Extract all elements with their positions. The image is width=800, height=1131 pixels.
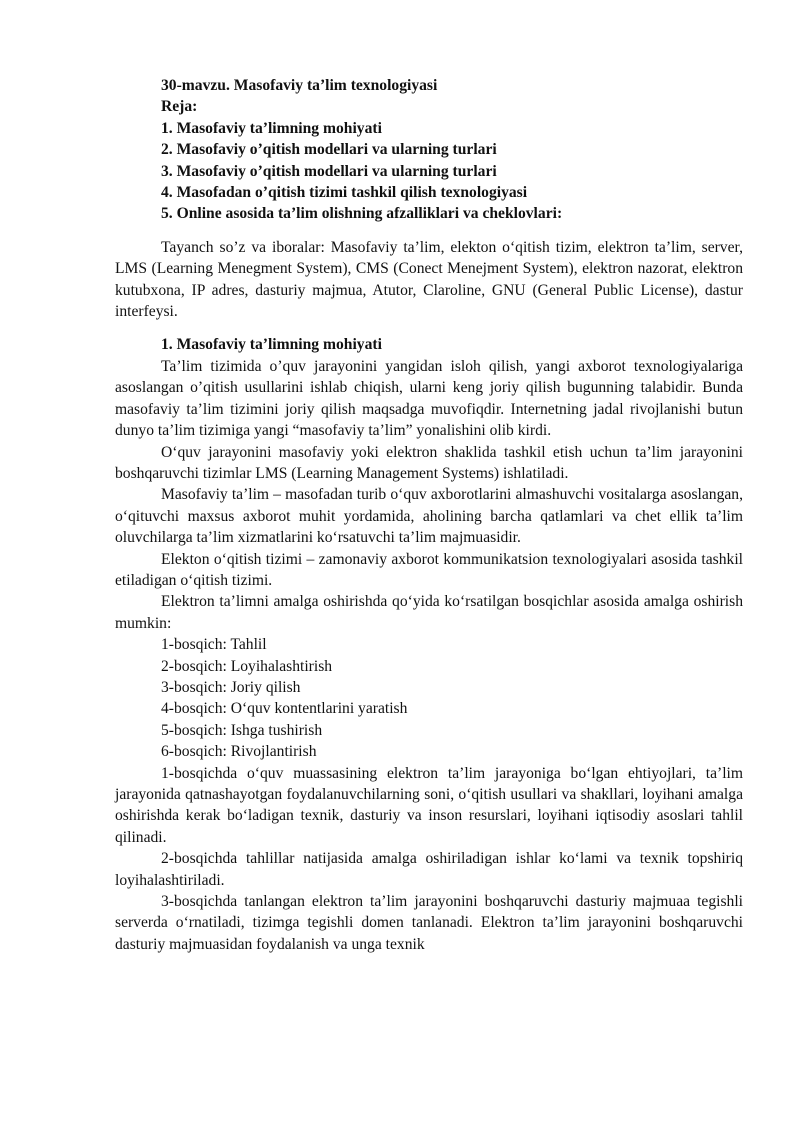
body-paragraph: 1-bosqichda o‘quv muassasining elektron ta’lim jarayoniga bo‘lgan ehtiyojlari, ta’lim jarayonida qatnashayotgan foydalanuvchilarning soni, o‘qitish usullari va shakllari, loyihani amalga oshirishda kerak bo‘ladigan texnik, dasturiy va inson resurslari, loyihani iqtisodiy asoslari tahlil qilinadi. (115, 764, 743, 846)
body-paragraph: Masofaviy ta’lim – masofadan turib o‘quv axborotlarini almashuvchi vositalarga asoslangan, o‘qituvchi maxsus axborot muhit yordamida, aholining barcha qatlamlari va chet ellik ta’lim oluvchilarga ta’lim xizmatlarini ko‘rsatuvchi ta’lim majmuasidir. (115, 486, 743, 547)
topic-title: 30-mavzu. Masofaviy ta’lim texnologiyasi (161, 77, 438, 94)
stage-item: 4-bosqich: O‘quv kontentlarini yaratish (161, 700, 408, 718)
stage-item: 6-bosqich: Rivojlantirish (161, 743, 317, 761)
body-paragraph: O‘quv jarayonini masofaviy yoki elektron shaklida tashkil etish uchun ta’lim jarayonini boshqaruvchi tizimlar LMS (Learning Management Systems) ishlatiladi. (115, 443, 743, 482)
plan-label: Reja: (161, 98, 198, 116)
stage-item: 5-bosqich: Ishga tushirish (161, 721, 323, 739)
stage-item: 1-bosqich: Tahlil (161, 636, 267, 654)
stage-item: 2-bosqich: Loyihalashtirish (161, 657, 333, 675)
body-paragraph: Ta’lim tizimida o’quv jarayonini yangidan isloh qilish, yangi axborot texnologiyalariga asoslangan o’qitish usullarini ishlab chiqish, ularni keng joriy qilish bugunning talabidir. Bunda masofaviy ta’lim tizimini joriy qilish maqsadga muvofiqdir. Internetning jadal rivojlanishi butun dunyo ta’lim tizimiga yangi “masofaviy ta’lim” yonalishini olib kirdi. (115, 357, 743, 440)
body-paragraph: 2-bosqichda tahlillar natijasida amalga oshiriladigan ishlar ko‘lami va texnik topshiriq loyihalashtiriladi. (115, 850, 743, 889)
plan-item: 3. Masofaviy o’qitish modellari va ularning turlari (161, 162, 497, 180)
topic-header (115, 75, 743, 225)
stage-list (115, 634, 743, 762)
plan-item: 4. Masofadan o’qitish tizimi tashkil qilish texnologiyasi (161, 184, 528, 202)
document-page (115, 75, 743, 955)
body-paragraph: 3-bosqichda tanlangan elektron ta’lim jarayonini boshqaruvchi dasturiy majmuaa tegishli serverda o‘rnatiladi, tizimga tegishli domen tanlanadi. Elektron ta’lim jarayonini boshqaruvchi dasturiy majmuasidan foydalanish va unga texnik (115, 893, 743, 953)
plan-item: 2. Masofaviy o’qitish modellari va ularning turlari (161, 141, 497, 159)
stage-item: 3-bosqich: Joriy qilish (161, 678, 301, 696)
body-paragraph: Elekton o‘qitish tizimi – zamonaviy axborot kommunikatsion texnologiyalari asosida tashkil etiladigan o‘qitish tizimi. (115, 550, 743, 589)
plan-item: 5. Online asosida ta’lim olishning afzalliklari va cheklovlari: (161, 205, 563, 223)
plan-item: 1. Masofaviy ta’limning mohiyati (161, 119, 382, 137)
keywords-paragraph: Tayanch so’z va iboralar: Masofaviy ta’lim, elekton o‘qitish tizim, elektron ta’lim, server, LMS (Learning Menegment System), CMS (Conect Menejment System), elektron nazorat, elektron kutubxona, IP adres, dasturiy majmua, Atutor, Claroline, GNU (General Public License), dastur interfeysi. (115, 238, 743, 321)
body-paragraph: Elektron ta’limni amalga oshirishda qo‘yida ko‘rsatilgan bosqichlar asosida amalga oshirish mumkin: (115, 593, 743, 632)
section-heading: 1. Masofaviy ta’limning mohiyati (161, 336, 382, 354)
